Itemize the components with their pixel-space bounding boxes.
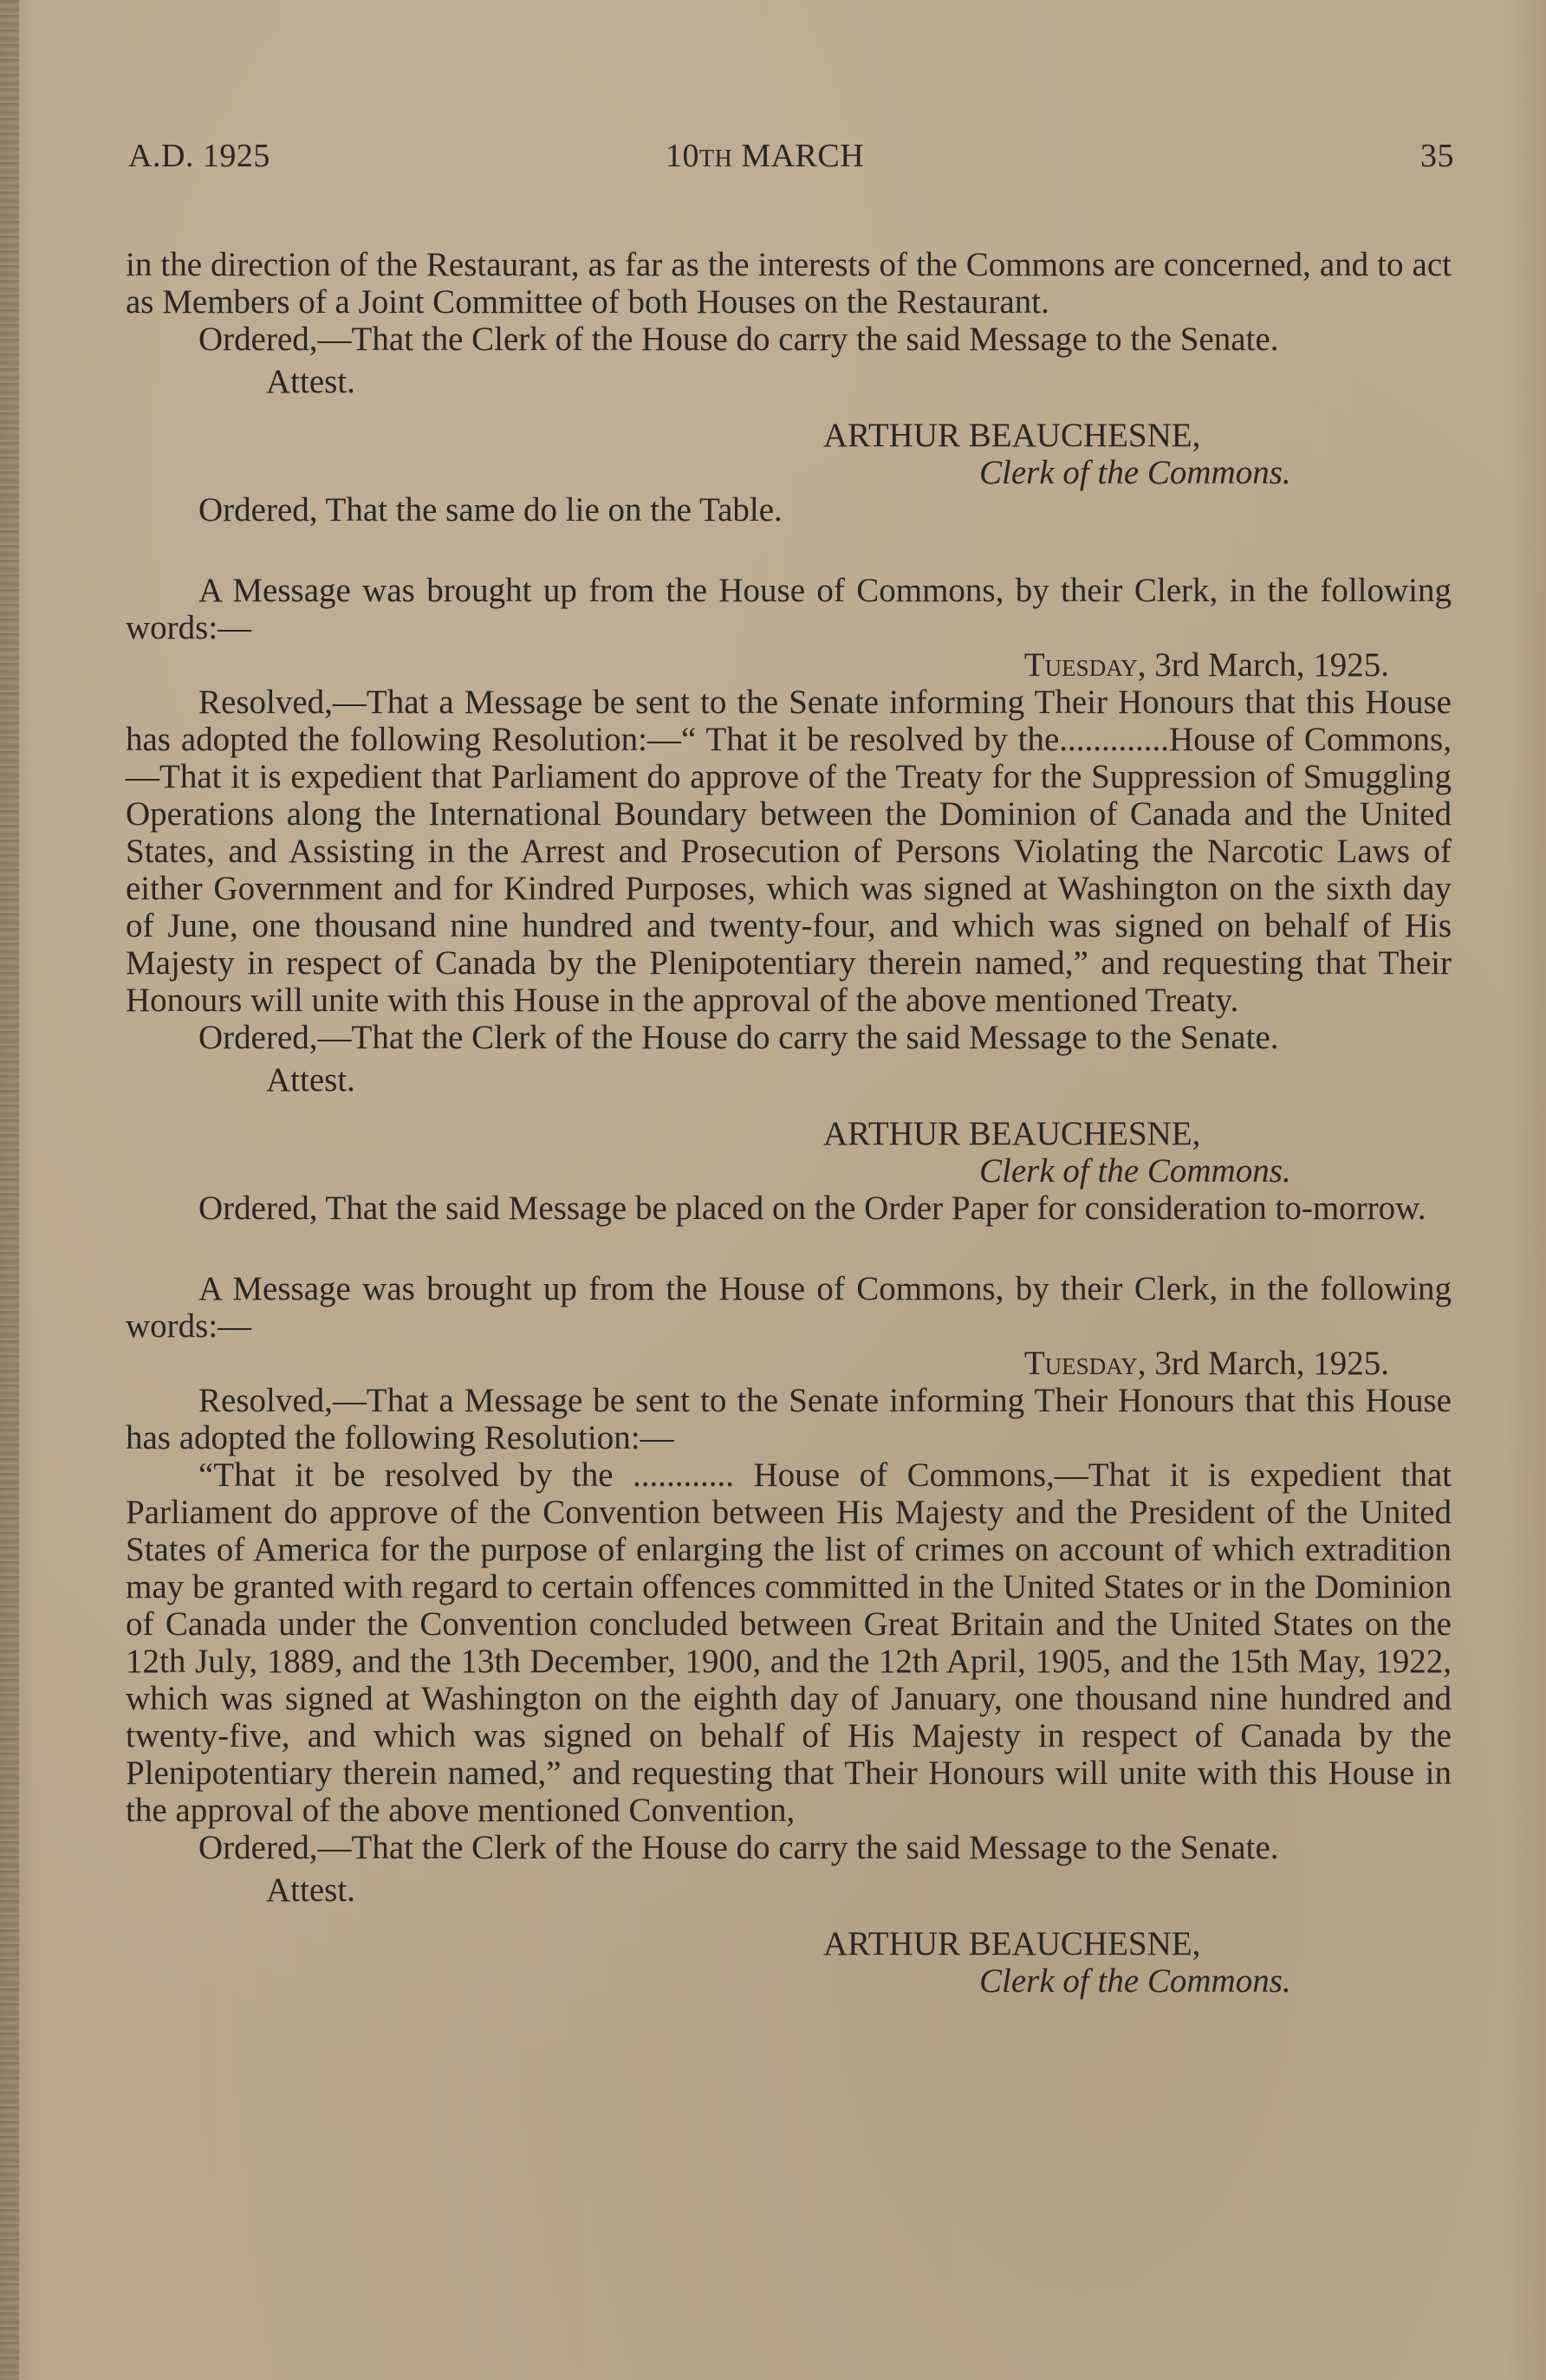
ordered-table-paragraph: Ordered, That the same do lie on the Table. — [198, 491, 783, 529]
header-date — [666, 137, 864, 175]
message-intro-paragraph: A Message was brought up from the House of Commons, by their Clerk, in the following words:— — [126, 572, 1452, 646]
message-date — [126, 646, 1452, 684]
message-date-text: 3rd March, 1925. — [1154, 646, 1389, 684]
signature-title: Clerk of the Commons. — [979, 1152, 1291, 1190]
signature-name: ARTHUR BEAUCHESNE, — [823, 1925, 1201, 1962]
message-date-text: 3rd March, 1925. — [1154, 1345, 1389, 1382]
resolution-paragraph: Resolved,—That a Message be sent to the Senate informing Their Honours that this House has adopted the following Resolution:— — [126, 1382, 1452, 1456]
signature-title: Clerk of the Commons. — [979, 454, 1291, 491]
binding-edge — [0, 0, 19, 2380]
header-day-suffix: TH — [699, 146, 733, 172]
message-weekday: Tuesday, — [1023, 1345, 1147, 1382]
ordered-carry-paragraph: Ordered,—That the Clerk of the House do carry the said Message to the Senate. — [198, 1829, 1279, 1866]
section-spacer — [126, 1227, 1452, 1270]
signature-name: ARTHUR BEAUCHESNE, — [823, 417, 1201, 454]
resolution-paragraph: Resolved,—That a Message be sent to the Senate informing Their Honours that this House has adopted the following Resolution:—“ That it be resolved by the.............House of Commons,—That it is expedient that Parliament do approve of the Treaty for the Suppression of Smuggling Operations along the International Boundary between the Dominion of Canada and the United States, and Assisting in the Arrest and Prosecution of Persons Violating the Narcotic Laws of either Government and for Kindred Purposes, which was signed at Washington on the sixth day of June, one thousand nine hundred and twenty-four, and which was signed on behalf of His Majesty in respect of Canada by the Plenipotentiary therein named,” and requesting that Their Honours will unite with this House in the approval of the above mentioned Treaty. — [126, 684, 1452, 1019]
header-month: MARCH — [741, 138, 865, 174]
running-header — [128, 137, 1454, 180]
ordered-paper-paragraph: Ordered, That the said Message be placed on the Order Paper for consideration to-morrow. — [198, 1190, 1426, 1227]
attest-label: Attest. — [266, 363, 355, 400]
ordered-carry-paragraph: Ordered,—That the Clerk of the House do carry the said Message to the Senate. — [198, 1019, 1279, 1056]
attest-label: Attest. — [266, 1871, 355, 1909]
signature-name: ARTHUR BEAUCHESNE, — [823, 1115, 1201, 1152]
ordered-carry-paragraph: Ordered,—That the Clerk of the House do carry the said Message to the Senate. — [198, 321, 1279, 358]
attest-label: Attest. — [266, 1061, 355, 1099]
continuation-paragraph: in the direction of the Restaurant, as far as the interests of the Commons are concerned, and to act as Members of a Joint Committee of both Houses on the Restaurant. — [126, 246, 1452, 321]
resolution-quote-paragraph: “That it be resolved by the ............ House of Commons,—That it is expedient that Parliament do approve of the Convention between His Majesty and the President of the United States of America for the purpose of enlarging the list of crimes on account of which extradition may be granted with regard to certain offences committed in the United States or in the Dominion of Canada under the Convention concluded between Great Britain and the United States on the 12th July, 1889, and the 13th December, 1900, and the 12th April, 1905, and the 15th May, 1922, which was signed at Washington on the eighth day of January, one thousand nine hundred and twenty-five, and which was signed on behalf of His Majesty in respect of Canada by the Plenipotentiary therein named,” and requesting that Their Honours will unite with this House in the approval of the above mentioned Convention, — [126, 1456, 1452, 1829]
page-number: 35 — [1420, 138, 1454, 174]
header-day-number: 10 — [666, 138, 699, 174]
message-date — [126, 1345, 1452, 1382]
section-spacer — [126, 529, 1452, 572]
message-intro-paragraph: A Message was brought up from the House of Commons, by their Clerk, in the following words:— — [126, 1270, 1452, 1345]
header-year: A.D. 1925 — [128, 138, 270, 174]
journal-body — [126, 246, 1452, 2000]
message-weekday: Tuesday, — [1023, 646, 1147, 684]
signature-title: Clerk of the Commons. — [979, 1962, 1291, 2000]
